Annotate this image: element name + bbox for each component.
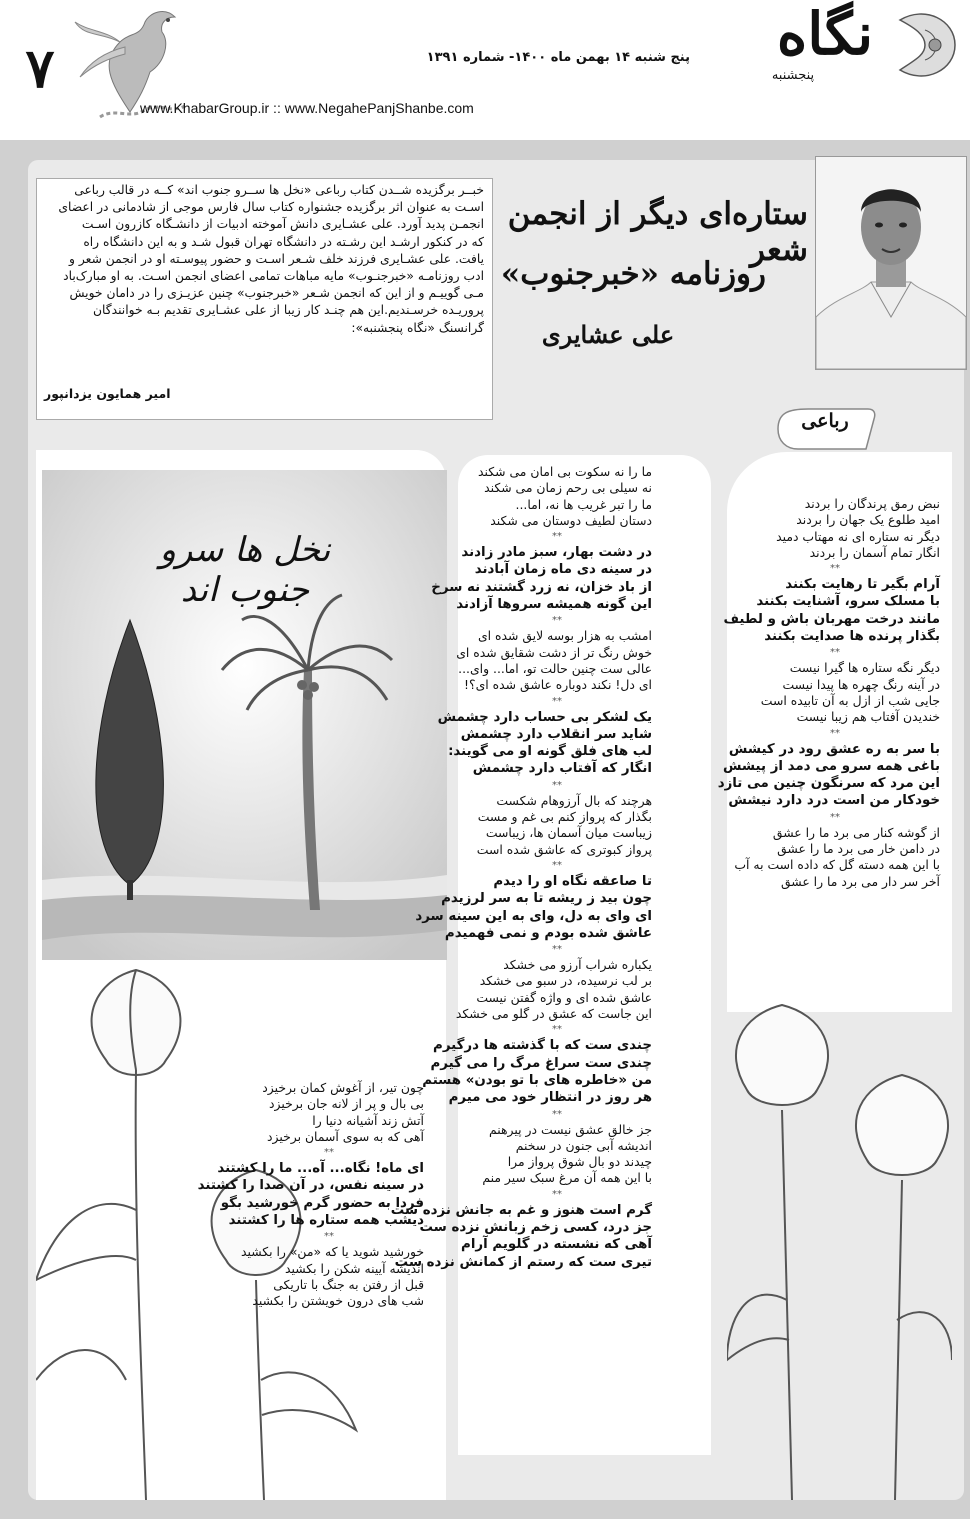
intro-author: امیر همایون یزدانپور: [44, 386, 171, 401]
verse-line: چون بید ز ریشه تا به سر لرزیدم: [441, 891, 652, 907]
verse-line: چون تیر، از آغوش کمان برخیزد: [262, 1080, 424, 1095]
rubai-stanza: [390, 1202, 652, 1271]
verse-line: آخر سر دار می برد ما را عشق: [780, 873, 940, 889]
verse-line: امشب به هزار بوسه لایق شده ای: [477, 628, 652, 644]
verse-line: بی بال و پر از لانه جان برخیزد: [269, 1096, 424, 1112]
verse-line: تا صاعقه نگاه او را دیدم: [493, 873, 652, 889]
verse-line: با این همه دسته گل که داده است به آب: [734, 857, 940, 873]
stanza-separator: **: [552, 695, 562, 707]
verse-line: هرچند که بال آرزوهام شکست: [496, 792, 652, 808]
poems-left-column: [197, 1080, 424, 1313]
verse-line: قبل از رفتن به جنگ با تاریکی: [273, 1276, 424, 1292]
verse-line: ای دل! نکند دوباره عاشق شده ای؟!: [464, 677, 652, 693]
newspaper-logo: نگاه: [776, 0, 874, 68]
newspaper-logo-subtitle: پنجشنبه: [771, 68, 815, 83]
intro-line: یافت. علی عشـایری فرزند خلف شـعر اسـت و حضور پیوسـته او در انجمن شعر و: [69, 251, 484, 266]
rubai-stanza: [422, 1037, 652, 1106]
verse-line: تیری ست که رستم از کمانش نزده ست: [394, 1254, 652, 1270]
verse-line: ای ماه! نگاه... آه... ما را کشتند: [217, 1161, 424, 1177]
rubai-stanza: [234, 1080, 424, 1145]
poet-portrait-icon: [816, 157, 966, 369]
verse-line: جز درد، کسی زخم زبانش نزده ست: [419, 1219, 652, 1235]
book-cover-title: نخل ها سرو جنوب اند: [159, 530, 331, 610]
verse-line: ای وای به دل، وای به این سینه سرد: [415, 908, 652, 924]
verse-line: در دامن خار می برد ما را عشق: [777, 841, 940, 857]
poems-right-column: [717, 496, 940, 893]
stanza-separator: **: [830, 563, 840, 575]
verse-line: عاشق شده بودم و نمی فهمیدم: [444, 925, 652, 941]
verse-line: در آینه رنگ چهره ها پیدا نیست: [782, 676, 940, 692]
verse-line: در سینه دی ماه زمان آبادند: [474, 562, 652, 578]
poet-photo: [815, 156, 967, 370]
rubai-stanza: [730, 496, 940, 561]
verse-line: آتش زند آشیانه دنیا را: [312, 1112, 424, 1128]
stanza-separator: **: [552, 531, 562, 543]
verse-line: هر روز در انتظار خود می میرم: [448, 1090, 652, 1106]
verse-line: این مرد که سرنگون چنین می تازد: [717, 776, 940, 792]
verse-line: گرم است هنوز و غم به جانش نزده ست: [390, 1202, 652, 1218]
verse-line: از باد خزان، نه زرد گشتند نه سرخ: [431, 579, 652, 595]
verse-line: دیگر نه ستاره ای نه مهتاب دمید: [776, 528, 940, 544]
stanza-separator: **: [552, 1108, 562, 1120]
verse-line: چندی ست که با گذشته ها درگیرم: [433, 1038, 652, 1054]
rubai-stanza: [462, 793, 652, 858]
website-urls: www.KhabarGroup.ir :: www.NegahePanjShanbe.com: [140, 100, 474, 116]
verse-line: زیباست میان آسمان ها، زیباست: [485, 825, 652, 841]
verse-line: خودکار من است درد دارد نیشش: [728, 793, 940, 809]
verse-line: یکباره شراب آرزو می خشکد: [503, 957, 652, 973]
rubai-stanza: [462, 1122, 652, 1187]
verse-line: جز خالق عشق نیست در پیرهنم: [489, 1121, 652, 1137]
tulip-illustration-right-icon: [727, 1000, 952, 1500]
verse-line: دستان لطیف دوستان می شکند: [490, 512, 652, 528]
verse-line: با سر به ره عشق رود در کیشش: [728, 741, 940, 757]
verse-line: این گونه همیشه سروها آزادند: [456, 597, 652, 613]
stanza-separator: **: [552, 1188, 562, 1200]
verse-line: عالی ست چنین حالت تو، اما... وای...: [458, 660, 652, 676]
verse-line: ما را نه سکوت بی امان می شکند: [478, 464, 652, 479]
rubai-stanza: [730, 660, 940, 725]
section-label: رباعی: [801, 410, 849, 432]
verse-line: نبض رمق پرندگان را بردند: [804, 496, 940, 511]
stanza-separator: **: [324, 1147, 334, 1159]
verse-line: بر لب نرسیده، در سبو می خشکد: [479, 973, 652, 989]
stanza-separator: **: [830, 811, 840, 823]
verse-line: امید طلوع یک جهان را بردند: [796, 512, 940, 528]
stanza-separator: **: [830, 647, 840, 659]
verse-line: چندی ست سراغ مرگ را می گیرم: [430, 1055, 652, 1071]
verse-line: من «خاطره های با تو بودن» هستم: [422, 1072, 652, 1088]
intro-line: خبــر برگزیده شــدن کتاب رباعی «نخل ها ســرو جنوب اند» کــه در قالب رباعی: [74, 183, 484, 197]
verse-line: مانند درخت مهربان باش و لطیف: [723, 611, 940, 627]
verse-line: انگار تمام آسمان را بردند: [809, 544, 940, 560]
rubai-stanza: [723, 576, 940, 645]
verse-line: ما را تبر غریب ها نه، اما...: [515, 496, 652, 512]
verse-line: این جاست که عشق در گلو می خشکد: [455, 1006, 652, 1022]
verse-line: اندیشه آیینه شکن را بکشید: [285, 1260, 424, 1276]
poems-middle-column: [390, 464, 652, 1274]
verse-line: پرواز کبوتری که عاشق شده است: [476, 841, 652, 857]
verse-line: با مسلک سرو، آشنایت بکنند: [756, 594, 940, 610]
verse-line: آهی که به سوی آسمان برخیزد: [266, 1128, 424, 1144]
verse-line: با این همه آن مرغ سبک سیر منم: [482, 1170, 652, 1186]
stanza-separator: **: [552, 944, 562, 956]
verse-line: یک لشکر بی حساب دارد چشمش: [437, 709, 652, 725]
verse-line: اندیشه آبی جنون در سخنم: [515, 1137, 652, 1153]
poet-name: علی عشایری: [541, 320, 675, 349]
verse-line: دیگر نگه ستاره ها گیرا نیست: [789, 660, 940, 676]
verse-line: در سینه نفس، در آن صدا را کشتند: [197, 1178, 424, 1194]
rubai-stanza: [462, 464, 652, 529]
verse-line: شب های درون خویشتن را بکشید: [252, 1293, 424, 1309]
intro-line: گرانسنگ «نگاه پنجشنبه»:: [351, 320, 484, 335]
intro-line: انجمـن پدید آورد. علی عشـایری دانش آموخته ادبیات از دانشـگاه کازرون اسـت: [81, 217, 484, 232]
verse-line: خندیدن آفتاب هم زیبا نیست: [796, 709, 940, 725]
verse-line: نه سیلی بی رحم زمان می شکند: [484, 480, 652, 496]
verse-line: خورشید شوید یا که «من» را بکشید: [240, 1244, 424, 1260]
verse-line: خوش رنگ تر از دشت شقایق شده ای: [456, 644, 652, 660]
verse-line: جایی شب از ازل به آن تابیده است: [760, 692, 940, 708]
verse-line: انگار که آفتاب دارد چشمش: [472, 761, 652, 777]
stanza-separator: **: [324, 1231, 334, 1243]
verse-line: شاید سر انقلاب دارد چشمش: [460, 726, 652, 742]
verse-line: دیشب همه ستاره ها را کشتند: [228, 1213, 424, 1229]
intro-line: پروریـده خرسـندیم.این هم چنـد کار زیبا از علی عشـایری تقدیم بـه خوانندگان: [93, 303, 484, 318]
stanza-separator: **: [552, 1024, 562, 1036]
rubai-stanza: [456, 628, 652, 693]
page-number: ۷: [25, 36, 55, 100]
rubai-stanza: [431, 544, 652, 613]
rubai-stanza: [455, 957, 652, 1022]
verse-line: بگذار پرنده ها صدایت بکنند: [764, 629, 940, 645]
intro-paragraph: [44, 182, 484, 337]
verse-line: از گوشه کنار می برد ما را عشق: [772, 824, 940, 840]
article-title-line2: روزنامه «خبرجنوب»: [500, 256, 766, 292]
rubai-stanza: [197, 1160, 424, 1229]
intro-line: مـی گوییـم و از این که انجمن شـعر «خبرجنوب» چنین عزیـزی را در دامان خویش: [69, 286, 484, 301]
article-title-line1: ستاره‌ای دیگر از انجمن شعر: [507, 196, 808, 268]
verse-line: در دشت بهار، سبز مادر زادند: [461, 545, 652, 561]
rubai-stanza: [415, 873, 652, 942]
intro-line: ادب روزنامـه «خبرجنـوب» مایه مباهات تمامی اعضای انجمن اسـت. به او مبارک‌باد: [63, 269, 484, 284]
stanza-separator: **: [552, 779, 562, 791]
verse-line: عاشق شده ای و واژه گفتن نیست: [476, 989, 652, 1005]
issue-date-line: پنج شنبه ۱۴ بهمن ماه ۱۴۰۰- شماره ۱۳۹۱: [426, 50, 690, 65]
rubai-stanza: [437, 709, 652, 778]
stanza-separator: **: [552, 615, 562, 627]
rubai-stanza: [717, 741, 940, 810]
rubai-stanza: [234, 1244, 424, 1309]
rubai-stanza: [730, 825, 940, 890]
intro-line: که در کنکور ارشـد این رشـته در دانشگاه تهران قبول شـد و به این دانشگاه راه: [83, 234, 484, 249]
verse-line: بگذار که پرواز کنم بی غم و مست: [477, 809, 652, 825]
page-header: [0, 0, 970, 140]
stanza-separator: **: [552, 859, 562, 871]
verse-line: باغی همه سرو می دمد از پیشش: [722, 758, 940, 774]
verse-line: آرام بگیر تا رهایت بکنند: [785, 577, 940, 593]
verse-line: لب های فلق گونه او می گویند:: [448, 744, 652, 760]
verse-line: فردا به حضور گرم خورشید بگو: [220, 1195, 424, 1211]
verse-line: چیدند دو بال شوق پرواز مرا: [507, 1154, 652, 1170]
stanza-separator: **: [830, 727, 840, 739]
verse-line: آهی که نشسته در گلویم آرام: [461, 1237, 652, 1253]
intro-line: اسـت به عنوان اثر برگزیده جشنواره کتاب سال فارس موجی از شادمانی در اعضای: [58, 200, 484, 215]
